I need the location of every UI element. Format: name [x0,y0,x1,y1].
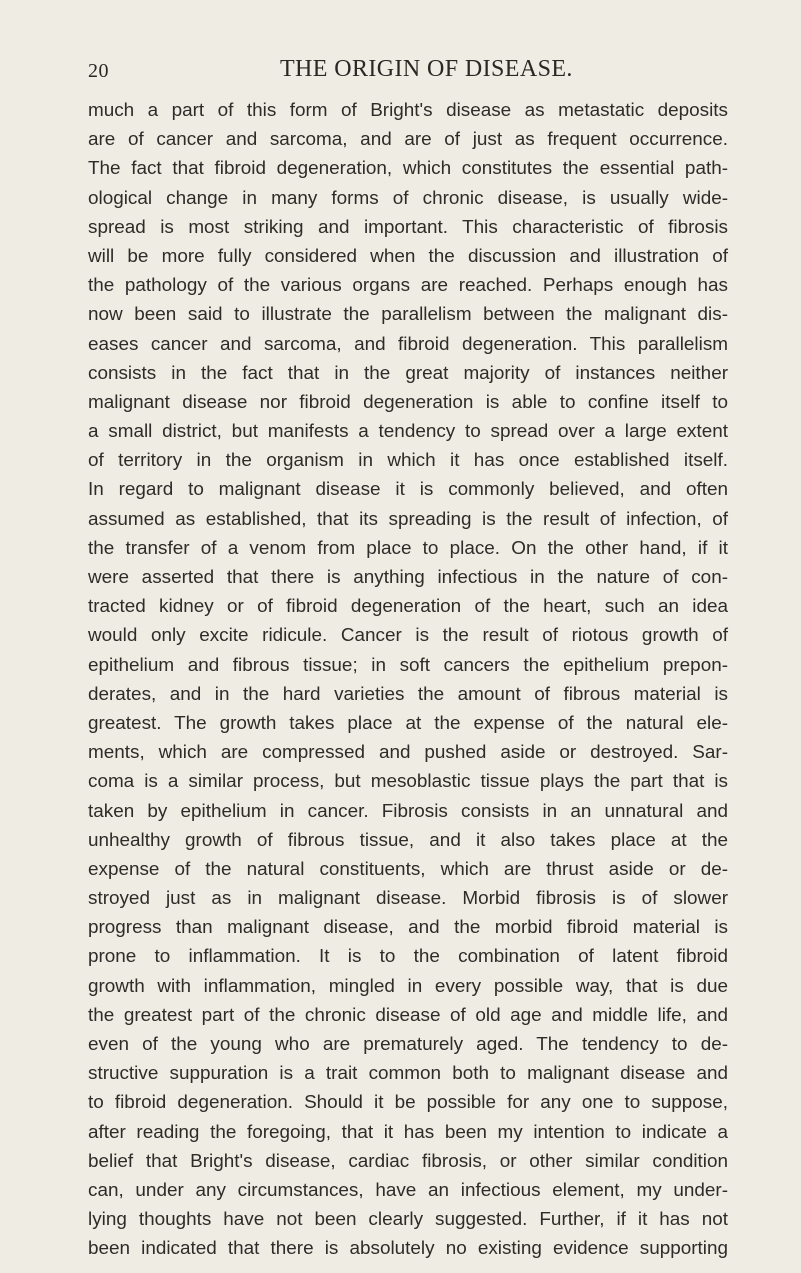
text-line: tracted kidney or of fibroid degeneration of the heart, such an idea [88,596,728,618]
text-line: coma is a similar process, but mesoblastic tissue plays the part that is [88,771,728,793]
text-line: expense of the natural constituents, which are thrust aside or de- [88,858,728,880]
text-line: the greatest part of the chronic disease of old age and middle life, and [88,1004,728,1026]
text-line: greatest. The growth takes place at the expense of the natural ele- [88,712,728,734]
text-line: eases cancer and sarcoma, and fibroid degeneration. This parallelism [88,333,728,355]
text-line: the pathology of the various organs are reached. Perhaps enough has [88,275,728,297]
text-line: spread is most striking and important. This characteristic of fibrosis [88,216,728,238]
text-line: assumed as established, that its spreading is the result of infection, of [88,508,728,530]
text-line: malignant disease nor fibroid degeneration is able to confine itself to [88,391,728,413]
text-line: to fibroid degeneration. Should it be possible for any one to suppose, [88,1092,728,1114]
text-line: growth with inflammation, mingled in every possible way, that is due [88,975,728,997]
text-line: The fact that fibroid degeneration, which constitutes the essential path- [88,158,728,180]
text-line: now been said to illustrate the parallelism between the malignant dis- [88,304,728,326]
text-line: much a part of this form of Bright's disease as metastatic deposits [88,100,728,121]
text-line: ological change in many forms of chronic disease, is usually wide- [88,187,728,209]
text-line: lying thoughts have not been clearly suggested. Further, if it has not [88,1209,728,1231]
text-line: stroyed just as in malignant disease. Morbid fibrosis is of slower [88,888,728,910]
text-line: will be more fully considered when the discussion and illustration of [88,245,728,267]
text-line: can, under any circumstances, have an infectious element, my under- [88,1179,728,1201]
text-line: structive suppuration is a trait common both to malignant disease and [88,1063,728,1085]
text-line: of territory in the organism in which it has once established itself. [88,450,728,472]
text-line: are of cancer and sarcoma, and are of just as frequent occurrence. [88,129,728,151]
text-line: epithelium and fibrous tissue; in soft cancers the epithelium prepon- [88,654,728,676]
body-text [88,96,728,1264]
text-line: prone to inflammation. It is to the combination of latent fibroid [88,946,728,968]
text-line: In regard to malignant disease it is commonly believed, and often [88,479,728,501]
text-line: consists in the fact that in the great majority of instances neither [88,362,728,384]
text-line: belief that Bright's disease, cardiac fibrosis, or other similar condition [88,1150,728,1172]
text-line: a small district, but manifests a tendency to spread over a large extent [88,421,728,443]
text-line: been indicated that there is absolutely no existing evidence supporting [88,1238,728,1260]
text-line: would only excite ridicule. Cancer is the result of riotous growth of [88,625,728,647]
text-line: were asserted that there is anything infectious in the nature of con- [88,567,728,588]
text-line: derates, and in the hard varieties the amount of fibrous material is [88,683,728,705]
text-line: the transfer of a venom from place to place. On the other hand, if it [88,537,728,559]
text-line: progress than malignant disease, and the morbid fibroid material is [88,917,728,939]
page-header [88,56,728,90]
text-line: taken by epithelium in cancer. Fibrosis consists in an unnatural and [88,800,728,822]
text-line: even of the young who are prematurely aged. The tendency to de- [88,1034,728,1055]
text-line: after reading the foregoing, that it has been my intention to indicate a [88,1121,728,1143]
page-number: 20 [88,60,109,82]
text-line: ments, which are compressed and pushed aside or destroyed. Sar- [88,742,728,764]
text-line: unhealthy growth of fibrous tissue, and it also takes place at the [88,829,728,851]
running-title: THE ORIGIN OF DISEASE. [280,56,573,82]
